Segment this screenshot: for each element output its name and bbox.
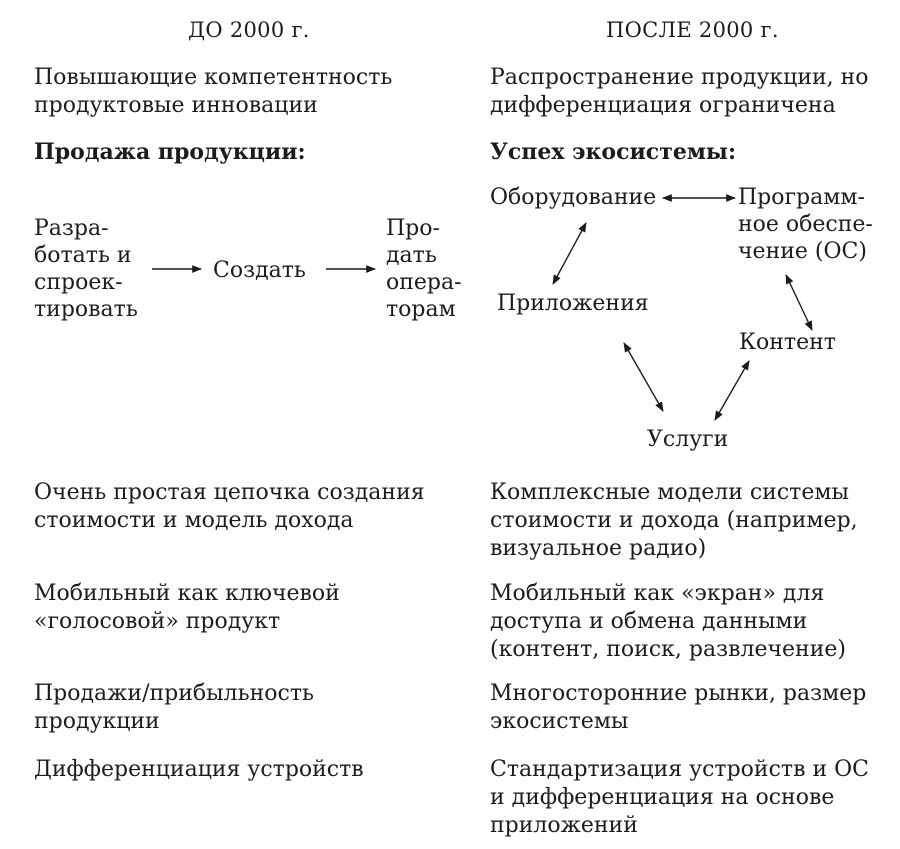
eco-node-services: Услуги bbox=[647, 427, 729, 452]
right-row-screen: Мобильный как «экран» для доступа и обмена данными (контент, поиск, развлечение) bbox=[490, 581, 846, 662]
arrow-software-content bbox=[786, 275, 812, 330]
header-after-2000: ПОСЛЕ 2000 г. bbox=[606, 18, 779, 42]
right-row-standardization: Стандартизация устройств и ОС и дифференциация на основе приложений bbox=[490, 757, 869, 838]
eco-node-apps: Приложения bbox=[497, 291, 649, 316]
eco-node-content: Контент bbox=[739, 330, 836, 355]
chain-node-sell: Про- дать опера- торам bbox=[386, 216, 462, 322]
right-row-markets: Многосторонние рынки, размер экосистемы bbox=[490, 681, 867, 734]
left-row-value-chain: Очень простая цепочка создания стоимости и модель дохода bbox=[34, 480, 425, 533]
left-intro-text: Повышающие компетентность продуктовые инновации bbox=[34, 65, 393, 118]
header-before-2000: ДО 2000 г. bbox=[188, 18, 310, 42]
arrow-services-content bbox=[715, 361, 749, 420]
left-row-device-diff: Дифференциация устройств bbox=[34, 757, 364, 782]
chain-node-design: Разра- ботать и спроек- тировать bbox=[34, 216, 138, 322]
right-section-title: Успех экосистемы: bbox=[490, 139, 737, 165]
eco-node-hardware: Оборудование bbox=[490, 185, 657, 210]
left-row-voice-product: Мобильный как ключевой «голосовой» продукт bbox=[34, 581, 340, 634]
left-row-sales: Продажи/прибыльность продукции bbox=[34, 681, 314, 734]
left-section-title: Продажа продукции: bbox=[34, 139, 306, 165]
right-row-value-models: Комплексные модели системы стоимости и дохода (например, визуальное радио) bbox=[490, 480, 858, 561]
arrow-apps-services bbox=[624, 343, 663, 411]
arrow-hardware-apps bbox=[553, 223, 586, 284]
chain-node-build: Создать bbox=[213, 258, 306, 283]
right-intro-text: Распространение продукции, но дифференциация ограничена bbox=[490, 65, 869, 118]
eco-node-software: Программ- ное обеспе- чение (ОС) bbox=[738, 185, 873, 264]
